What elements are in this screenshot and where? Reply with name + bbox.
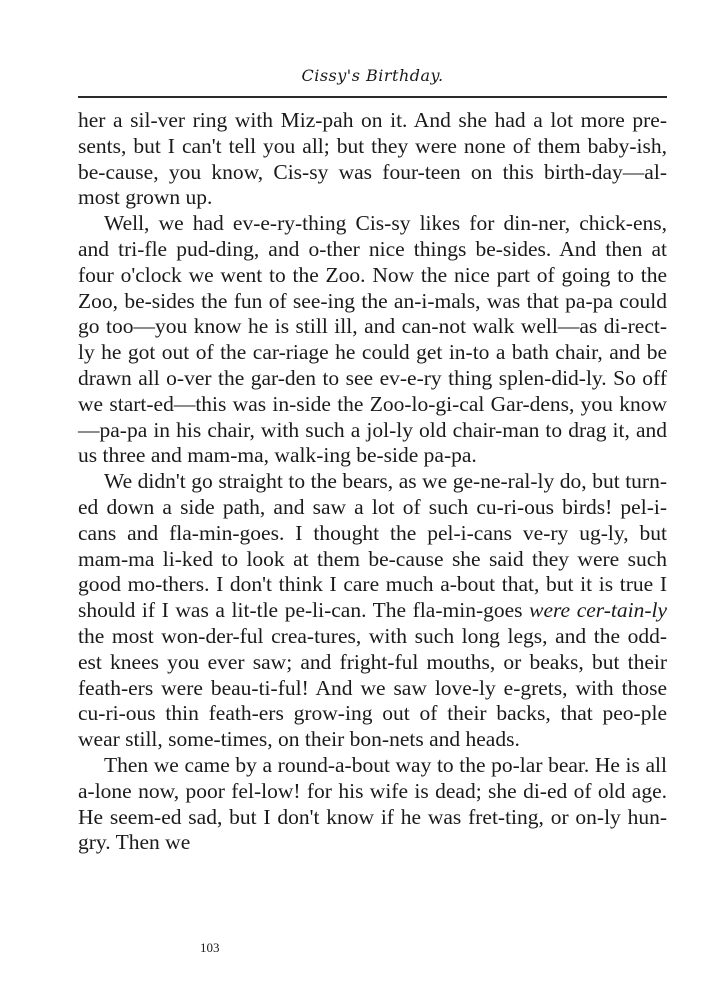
- paragraph: Then we came by a round-a-bout way to the po-lar bear. He is all a-lone now, poor fel-low! for his wife is dead; she di-ed of old age. He seem-ed sad, but I don't know if he was fret-ting, or on-ly hun-gry. Then we: [78, 752, 667, 855]
- paragraph-text: the most won-der-ful crea-tures, with such long legs, and the odd-est knees you ever saw; and fright-ful mouths, or beaks, but their feath-ers were beau-ti-ful! And we saw love-ly e-grets, with those cu-ri-ous thin feath-ers grow-ing out of their backs, that peo-ple wear still, some-times, on their bon-nets and heads.: [78, 623, 667, 752]
- paragraph: Well, we had ev-e-ry-thing Cis-sy likes for din-ner, chick-ens, and tri-fle pud-ding, and o-ther nice things be-sides. And then at four o'clock we went to the Zoo. Now the nice part of going to the Zoo, be-sides the fun of see-ing the an-i-mals, was that pa-pa could go too—you know he is still ill, and can-not walk well—as di-rect-ly he got out of the car-riage he could get in-to a bath chair, and be drawn all o-ver the gar-den to see ev-e-ry thing splen-did-ly. So off we start-ed—this was in-side the Zoo-lo-gi-cal Gar-dens, you know—pa-pa in his chair, with such a jol-ly old chair-man to drag it, and us three and mam-ma, walk-ing be-side pa-pa.: [78, 211, 667, 468]
- header-rule: [78, 96, 667, 98]
- page-number: 103: [200, 940, 220, 955]
- emphasized-text: were cer-tain-ly: [529, 598, 667, 623]
- page-body: [78, 108, 667, 856]
- paragraph: [78, 469, 667, 753]
- paragraph: her a sil-ver ring with Miz-pah on it. And she had a lot more pre-sents, but I can't tell you all; but they were none of them baby-ish, be-cause, you know, Cis-sy was four-teen on this birth-day—al-most grown up.: [78, 108, 667, 210]
- running-header: Cissy's Birthday.: [301, 66, 444, 85]
- paragraph-text: We didn't go straight to the bears, as we ge-ne-ral-ly do, but turn-ed down a side path, and saw a lot of such cu-ri-ous birds! pel-i-cans and fla-min-goes. I thought the pel-i-cans ve-ry ug-ly, but mam-ma li-ked to look at them be-cause she said they were such good mo-thers. I don't think I care much a-bout that, but it is true I should if I was a lit-tle pe-li-can. The fla-min-goes: [78, 469, 667, 623]
